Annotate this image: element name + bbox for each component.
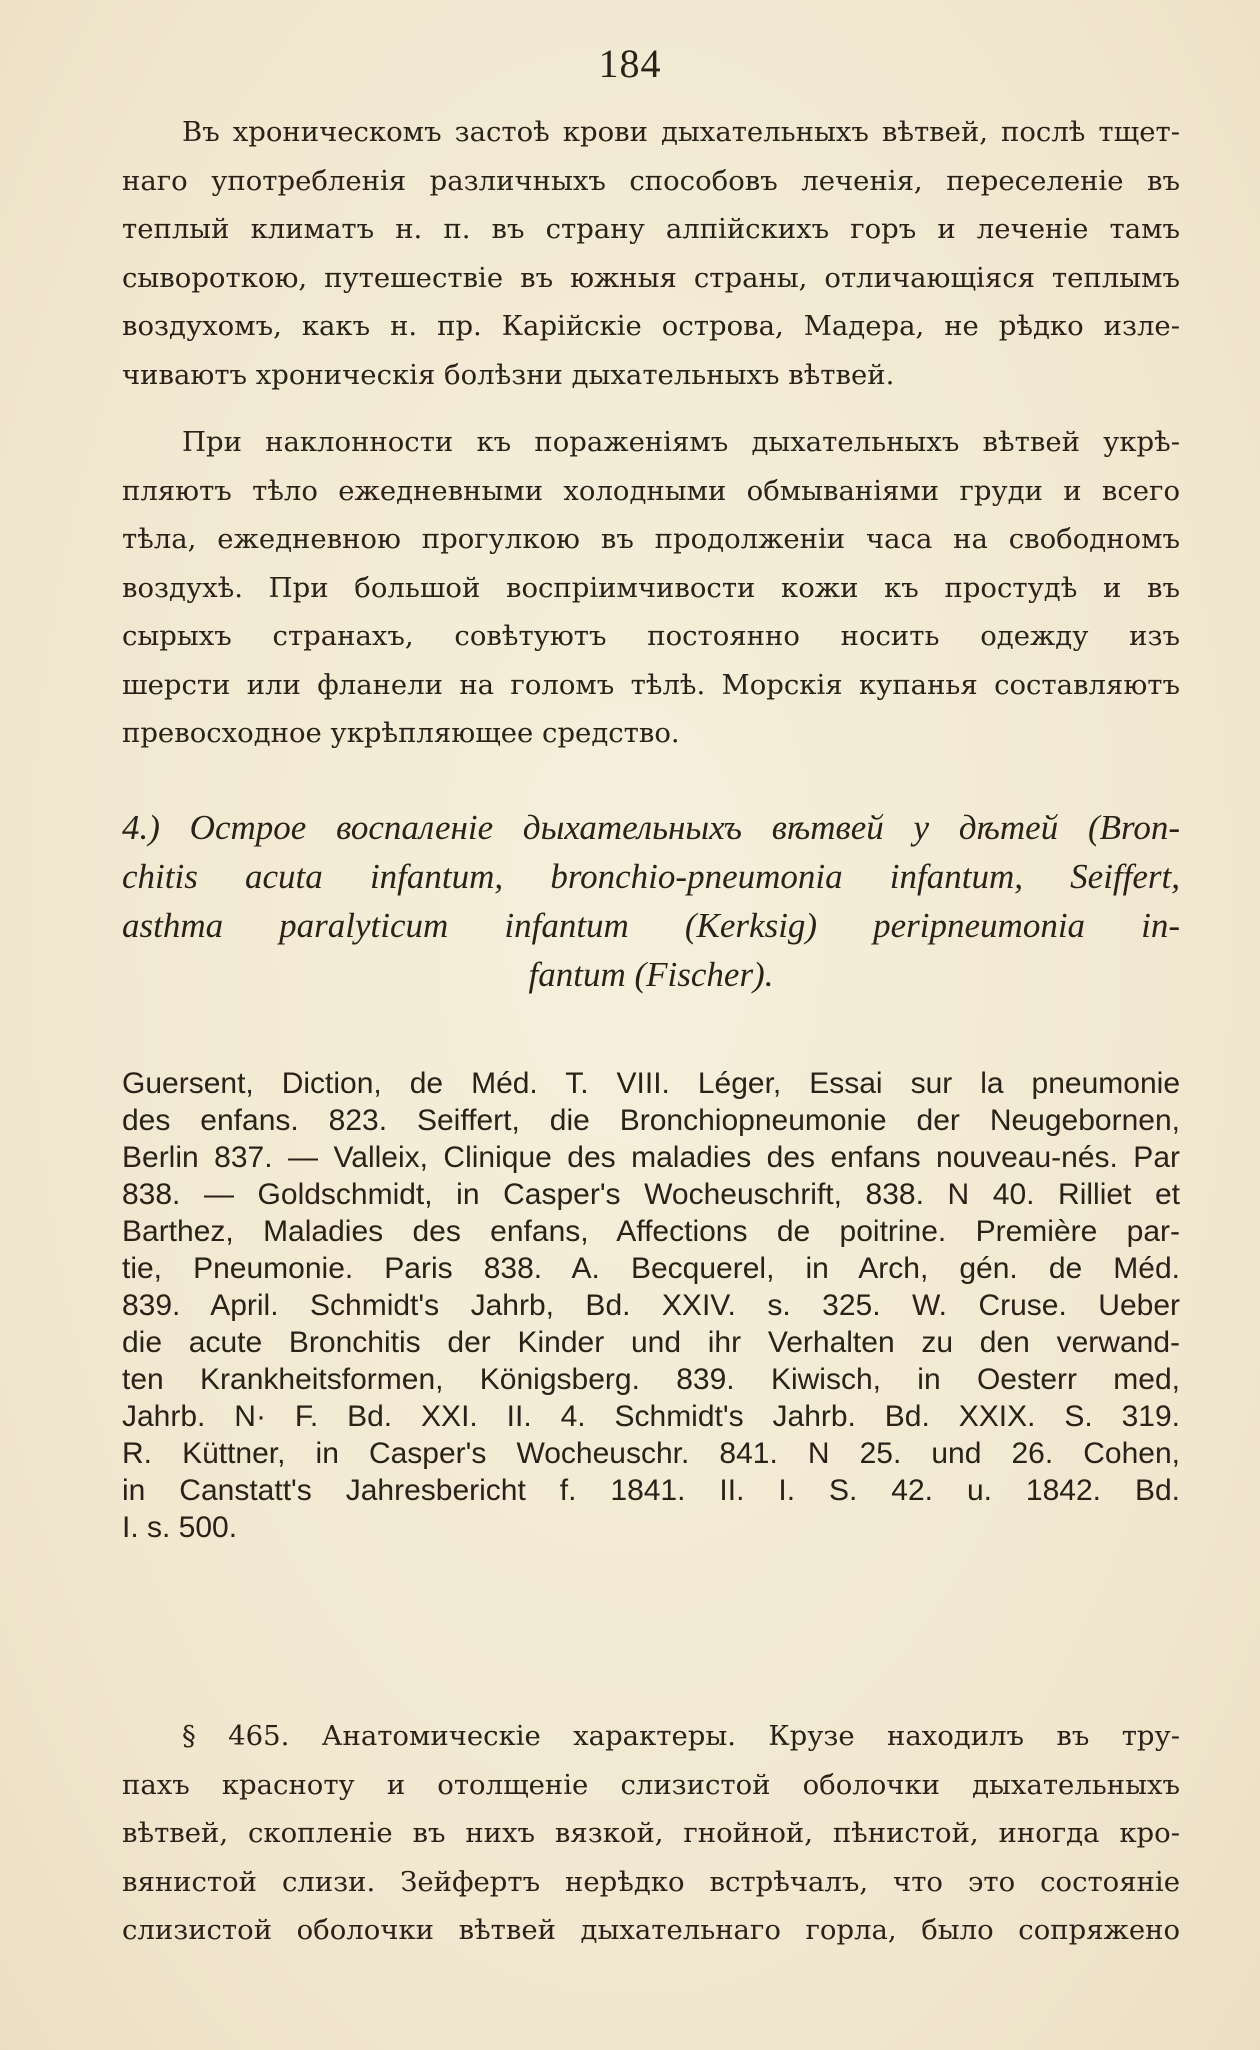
bibliography-line: tie, Pneumonie. Paris 838. A. Becquerel, in Arch, gén. de Méd.	[122, 1252, 1180, 1285]
section-heading-acute-bronchitis	[122, 803, 1180, 999]
text-line: сырыхъ странахъ, совѣтуютъ постоянно носить одежду изъ	[122, 620, 1180, 652]
text-line: наго употребленія различныхъ способовъ леченія, переселеніе въ	[122, 164, 1180, 197]
heading-line: asthma paralyticum infantum (Kerksig) peripneumonia in-	[122, 906, 1180, 945]
text-line: слизистой оболочки вѣтвей дыхательнаго горла, было сопряжено	[122, 1914, 1180, 1946]
bibliography-line: 838. — Goldschmidt, in Casper's Wocheuschrift, 838. N 40. Rilliet et	[122, 1178, 1180, 1211]
text-line: При наклонности къ пораженіямъ дыхательныхъ вѣтвей укрѣ-	[182, 426, 1180, 458]
text-line: воздухомъ, какъ н. пр. Карійскіе острова, Мадера, не рѣдко изле-	[122, 310, 1180, 342]
bibliography-line: die acute Bronchitis der Kinder und ihr Verhalten zu den verwand-	[122, 1326, 1180, 1359]
text-line: § 465. Анатомическіе характеры. Крузе находилъ въ тру-	[182, 1720, 1180, 1752]
bibliography-line: Berlin 837. — Valleix, Clinique des maladies des enfans nouveau-nés. Par	[122, 1141, 1180, 1174]
bibliography-line: ten Krankheitsformen, Königsberg. 839. Kiwisch, in Oesterr med,	[122, 1363, 1180, 1396]
bibliography-line: R. Küttner, in Casper's Wocheuschr. 841. N 25. und 26. Cohen,	[122, 1437, 1180, 1470]
bibliography-line: in Canstatt's Jahresbericht f. 1841. II. I. S. 42. u. 1842. Bd.	[122, 1474, 1180, 1507]
text-line: Въ хроническомъ застоѣ крови дыхательныхъ вѣтвей, послѣ тщет-	[182, 116, 1180, 148]
bibliography-line: I. s. 500.	[122, 1511, 238, 1544]
bibliography-line: des enfans. 823. Seiffert, die Bronchiopneumonie der Neugebornen,	[122, 1104, 1180, 1137]
text-line: теплый климатъ н. п. въ страну алпійскихъ горъ и леченіе тамъ	[122, 213, 1180, 245]
text-line: пляютъ тѣло ежедневными холодными обмываніями груди и всего	[122, 474, 1180, 507]
text-line: шерсти или фланели на голомъ тѣлѣ. Морскія купанья составляютъ	[122, 668, 1180, 701]
text-line: воздухѣ. При большой воспріимчивости кожи къ простудѣ и въ	[122, 571, 1180, 604]
section-465-anatomical	[122, 1712, 1180, 1955]
page-number: 184	[598, 41, 662, 86]
text-line: вѣтвей, скопленіе въ нихъ вязкой, гнойной, пѣнистой, иногда кро-	[122, 1817, 1180, 1849]
text-line: тѣла, ежедневною прогулкою въ продолженіи часа на свободномъ	[122, 523, 1180, 555]
heading-line: chitis acuta infantum, bronchio-pneumonia infantum, Seiffert,	[122, 857, 1180, 896]
bibliography-line: Guersent, Diction, de Méd. T. VIII. Léger, Essai sur la pneumonie	[122, 1067, 1180, 1100]
text-line: сывороткою, путешествіе въ южныя страны, отличающіяся теплымъ	[122, 261, 1180, 294]
bibliography-block	[122, 1065, 1180, 1546]
paragraph-chronic-stasis	[122, 108, 1180, 399]
heading-line: 4.) Острое воспаленіе дыхательныхъ вѣтвей у дѣтей (Bron-	[122, 808, 1180, 847]
text-line: вянистой слизи. Зейфертъ нерѣдко встрѣчалъ, что это состояніе	[122, 1865, 1180, 1898]
bibliography-line: Jahrb. N· F. Bd. XXI. II. 4. Schmidt's Jahrb. Bd. XXIX. S. 319.	[122, 1400, 1180, 1433]
bibliography-line: 839. April. Schmidt's Jahrb, Bd. XXIV. s. 325. W. Cruse. Ueber	[122, 1289, 1180, 1322]
text-line: чиваютъ хроническія болѣзни дыхательныхъ вѣтвей.	[122, 358, 895, 391]
paragraph-prevention	[122, 418, 1180, 758]
text-line: пахъ красноту и отолщеніе слизистой оболочки дыхательныхъ	[122, 1768, 1180, 1801]
bibliography-line: Barthez, Maladies des enfans, Affections de poitrine. Première par-	[122, 1215, 1180, 1248]
heading-line: fantum (Fischer).	[528, 955, 774, 994]
text-line: превосходное укрѣпляющее средство.	[122, 717, 680, 749]
